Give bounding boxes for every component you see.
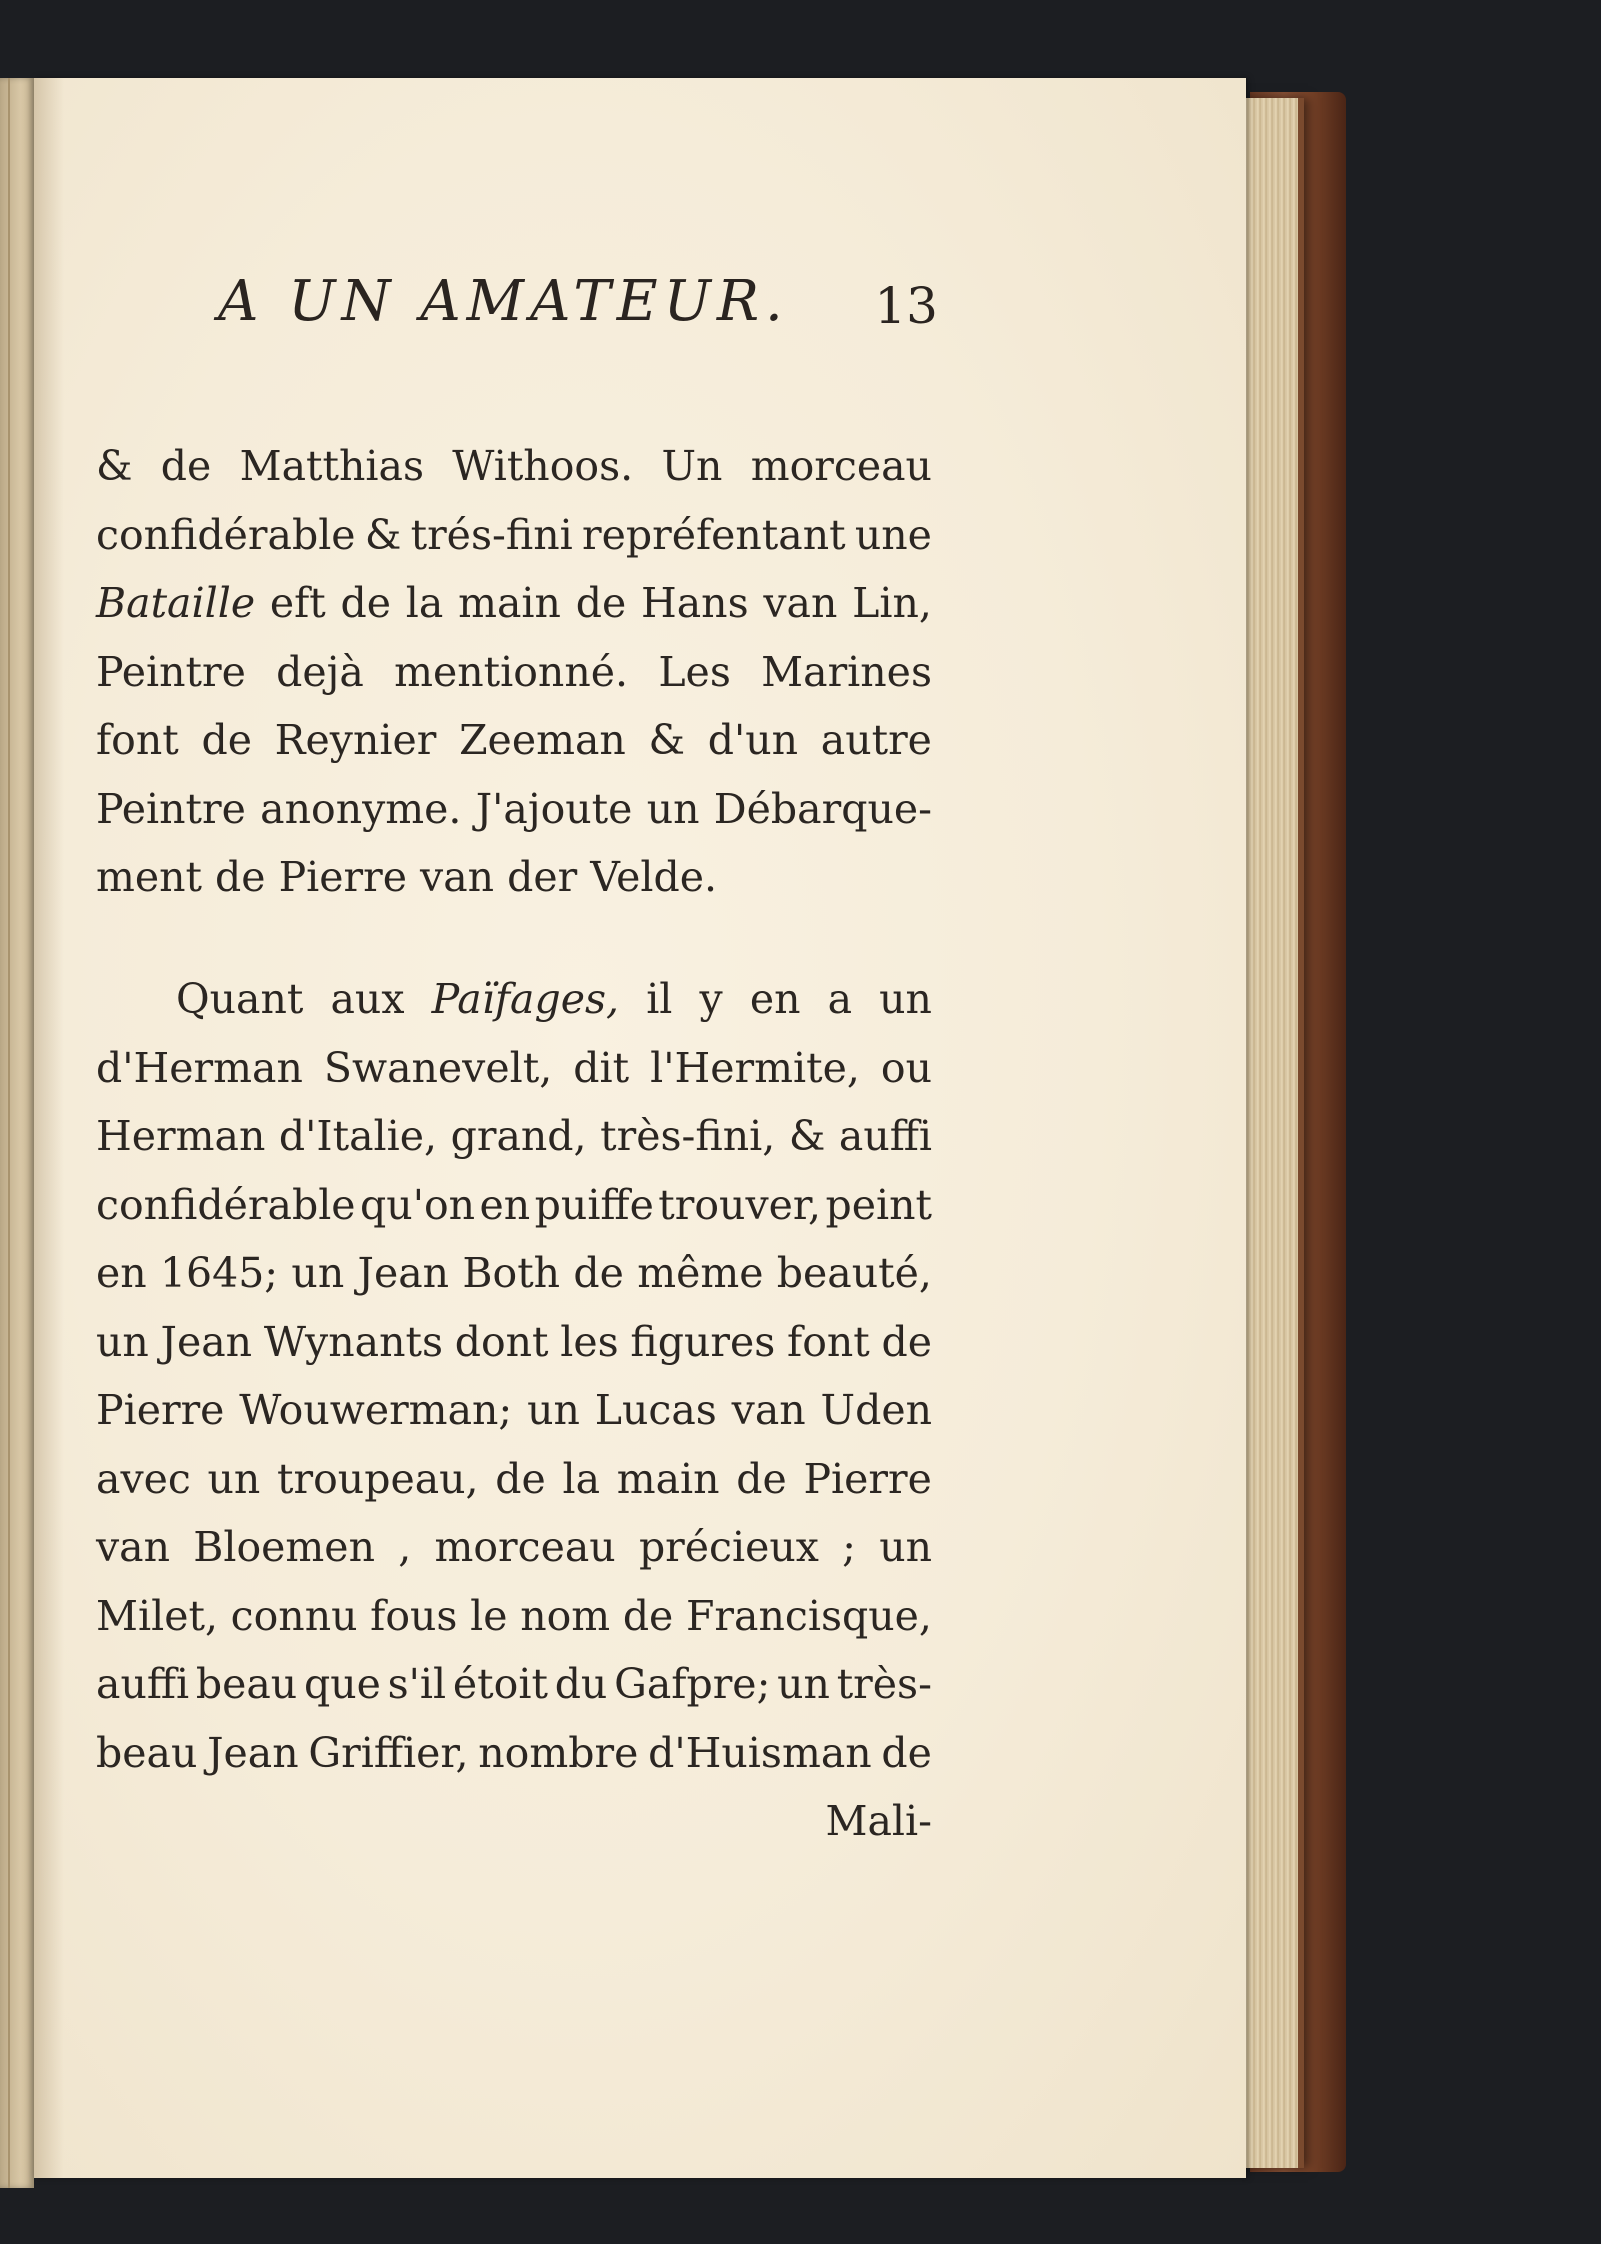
word: Griffier,: [308, 1728, 469, 1777]
word: un: [777, 1660, 830, 1708]
line-text: Mali-: [825, 1797, 932, 1845]
word: puiffe: [534, 1180, 654, 1229]
word: d'Huisman: [648, 1728, 872, 1777]
word: Les: [658, 647, 731, 696]
word: Both: [462, 1249, 561, 1297]
word: même: [637, 1249, 764, 1297]
word: J'ajoute: [475, 784, 633, 833]
word: nom: [520, 1591, 611, 1640]
word: Jean: [357, 1249, 450, 1297]
word: précieux: [638, 1523, 819, 1571]
word: d'Italie,: [278, 1112, 438, 1160]
text-line: [96, 775, 932, 844]
page-edges: [1238, 98, 1304, 2168]
word: van: [763, 579, 838, 627]
word: un: [527, 1386, 580, 1434]
word: un: [291, 1249, 345, 1297]
word: auffi: [838, 1112, 932, 1160]
word: morceau: [434, 1523, 616, 1571]
text-line: [96, 843, 932, 912]
text-line: [96, 1582, 932, 1651]
word: Matthias: [239, 442, 424, 490]
text-line: [96, 965, 932, 1034]
word: Wynants: [263, 1317, 443, 1366]
word: nombre: [478, 1728, 639, 1777]
word: une: [854, 510, 932, 559]
word: trés-fini: [410, 510, 573, 559]
word: du: [554, 1660, 608, 1708]
word: Herman: [96, 1112, 266, 1160]
word: de: [201, 716, 252, 764]
page-number: 13: [874, 277, 938, 335]
word: Pierre: [803, 1454, 932, 1503]
word: les: [560, 1317, 619, 1366]
word: fous: [370, 1591, 458, 1640]
word: de: [881, 1728, 932, 1777]
word: dont: [454, 1317, 549, 1366]
word: Wouwerman;: [239, 1386, 513, 1434]
word: morceau: [750, 442, 932, 490]
text-line: [96, 1308, 932, 1377]
word: main: [458, 579, 561, 627]
word: Peintre: [96, 647, 246, 696]
text-line: [96, 1650, 932, 1719]
word: y: [699, 975, 723, 1023]
word: un: [646, 784, 700, 833]
word: Marines: [761, 647, 932, 696]
word: van: [96, 1523, 171, 1571]
word: trouver,: [658, 1180, 822, 1229]
word: de: [575, 579, 627, 627]
word: d'Herman: [96, 1043, 303, 1092]
word: confidérable: [96, 510, 356, 559]
word: connu: [230, 1591, 358, 1640]
word: dejà: [276, 647, 364, 696]
text-line: [96, 1239, 932, 1308]
word: confidérable: [96, 1180, 356, 1229]
word: en: [479, 1180, 531, 1229]
word: Gafpre;: [614, 1660, 771, 1708]
word: Reynier: [274, 716, 437, 764]
word: beau: [195, 1660, 298, 1708]
word: auffi: [96, 1660, 190, 1708]
paragraph-1: [96, 432, 932, 912]
word: il: [646, 975, 673, 1023]
word: un: [207, 1454, 261, 1503]
word: un: [879, 975, 932, 1023]
word: de: [340, 579, 392, 627]
word: font: [96, 716, 179, 764]
word: très-: [836, 1660, 932, 1708]
text-line: [96, 1513, 932, 1582]
word: de: [736, 1454, 787, 1503]
word: troupeau,: [277, 1454, 479, 1503]
word: Jean: [160, 1317, 253, 1366]
paragraph-2: [96, 965, 932, 1856]
text-line: [96, 638, 932, 707]
word: Withoos.: [452, 442, 634, 490]
word: qu'on: [360, 1180, 476, 1229]
text-line: [96, 501, 932, 570]
word: que: [303, 1660, 381, 1708]
line-text: ment de Pierre van der Velde.: [96, 853, 718, 901]
text-line: [96, 1445, 932, 1514]
word: aux: [330, 975, 405, 1023]
word: mentionné.: [394, 647, 629, 696]
word: main: [616, 1454, 720, 1503]
text-line: [96, 1376, 932, 1445]
word: de: [881, 1317, 932, 1366]
word: van: [731, 1386, 806, 1434]
text-line: [96, 1102, 932, 1171]
text-line: [96, 569, 932, 638]
word: &: [648, 716, 686, 764]
word: Lin,: [852, 579, 932, 627]
word: beau: [96, 1728, 198, 1777]
word: dit: [573, 1043, 630, 1092]
word: en: [96, 1249, 147, 1297]
word: d'un: [707, 716, 799, 764]
word: Débarque-: [713, 784, 932, 833]
word: Pierre: [96, 1386, 225, 1434]
text-line: [96, 432, 932, 501]
word: un: [879, 1523, 932, 1571]
word: Bloemen: [193, 1523, 375, 1571]
word: Lucas: [594, 1386, 717, 1434]
word: la: [405, 579, 444, 627]
word: eft: [269, 579, 326, 627]
word: beauté,: [776, 1249, 932, 1297]
word: étoit: [452, 1660, 548, 1708]
word: anonyme.: [260, 784, 462, 833]
word: Swanevelt,: [323, 1043, 553, 1092]
word: de: [622, 1591, 674, 1640]
word: un: [96, 1317, 149, 1366]
word: s'il: [387, 1660, 447, 1708]
word: ,: [398, 1523, 412, 1571]
word: Païfages,: [431, 975, 620, 1023]
word: Zeeman: [459, 716, 626, 764]
word: très-fini,: [600, 1112, 776, 1160]
word: &: [96, 442, 133, 490]
word: Milet,: [96, 1591, 218, 1640]
word: le: [470, 1591, 508, 1640]
word: Jean: [207, 1728, 299, 1777]
catchword: [96, 1787, 932, 1856]
text-line: [96, 706, 932, 775]
word: ;: [842, 1523, 856, 1571]
word: &: [364, 510, 402, 559]
word: l'Hermite,: [650, 1043, 860, 1092]
word: la: [562, 1454, 601, 1503]
word: &: [788, 1112, 826, 1160]
word: figures: [630, 1317, 776, 1366]
word: de: [160, 442, 212, 490]
word: de: [573, 1249, 624, 1297]
word: Bataille: [96, 579, 256, 627]
word: de: [495, 1454, 546, 1503]
word: avec: [96, 1454, 191, 1503]
word: Un: [661, 442, 723, 490]
word: en: [749, 975, 801, 1023]
text-line: [96, 1034, 932, 1103]
word: font: [787, 1317, 870, 1366]
word: repréfentant: [581, 510, 846, 559]
facing-page-edge: [0, 78, 34, 2188]
word: peint: [825, 1180, 932, 1229]
word: autre: [820, 716, 932, 764]
text-line: [96, 1171, 932, 1240]
page-header: [218, 262, 938, 342]
word: Quant: [176, 975, 304, 1023]
word: Peintre: [96, 784, 246, 833]
word: grand,: [450, 1112, 587, 1160]
word: a: [827, 975, 853, 1023]
text-line: [96, 1719, 932, 1788]
running-head: A UN AMATEUR.: [218, 269, 789, 334]
word: Francisque,: [685, 1591, 932, 1640]
word: Uden: [820, 1386, 932, 1434]
word: 1645;: [159, 1249, 279, 1297]
word: Hans: [640, 579, 749, 627]
word: ou: [880, 1043, 932, 1092]
